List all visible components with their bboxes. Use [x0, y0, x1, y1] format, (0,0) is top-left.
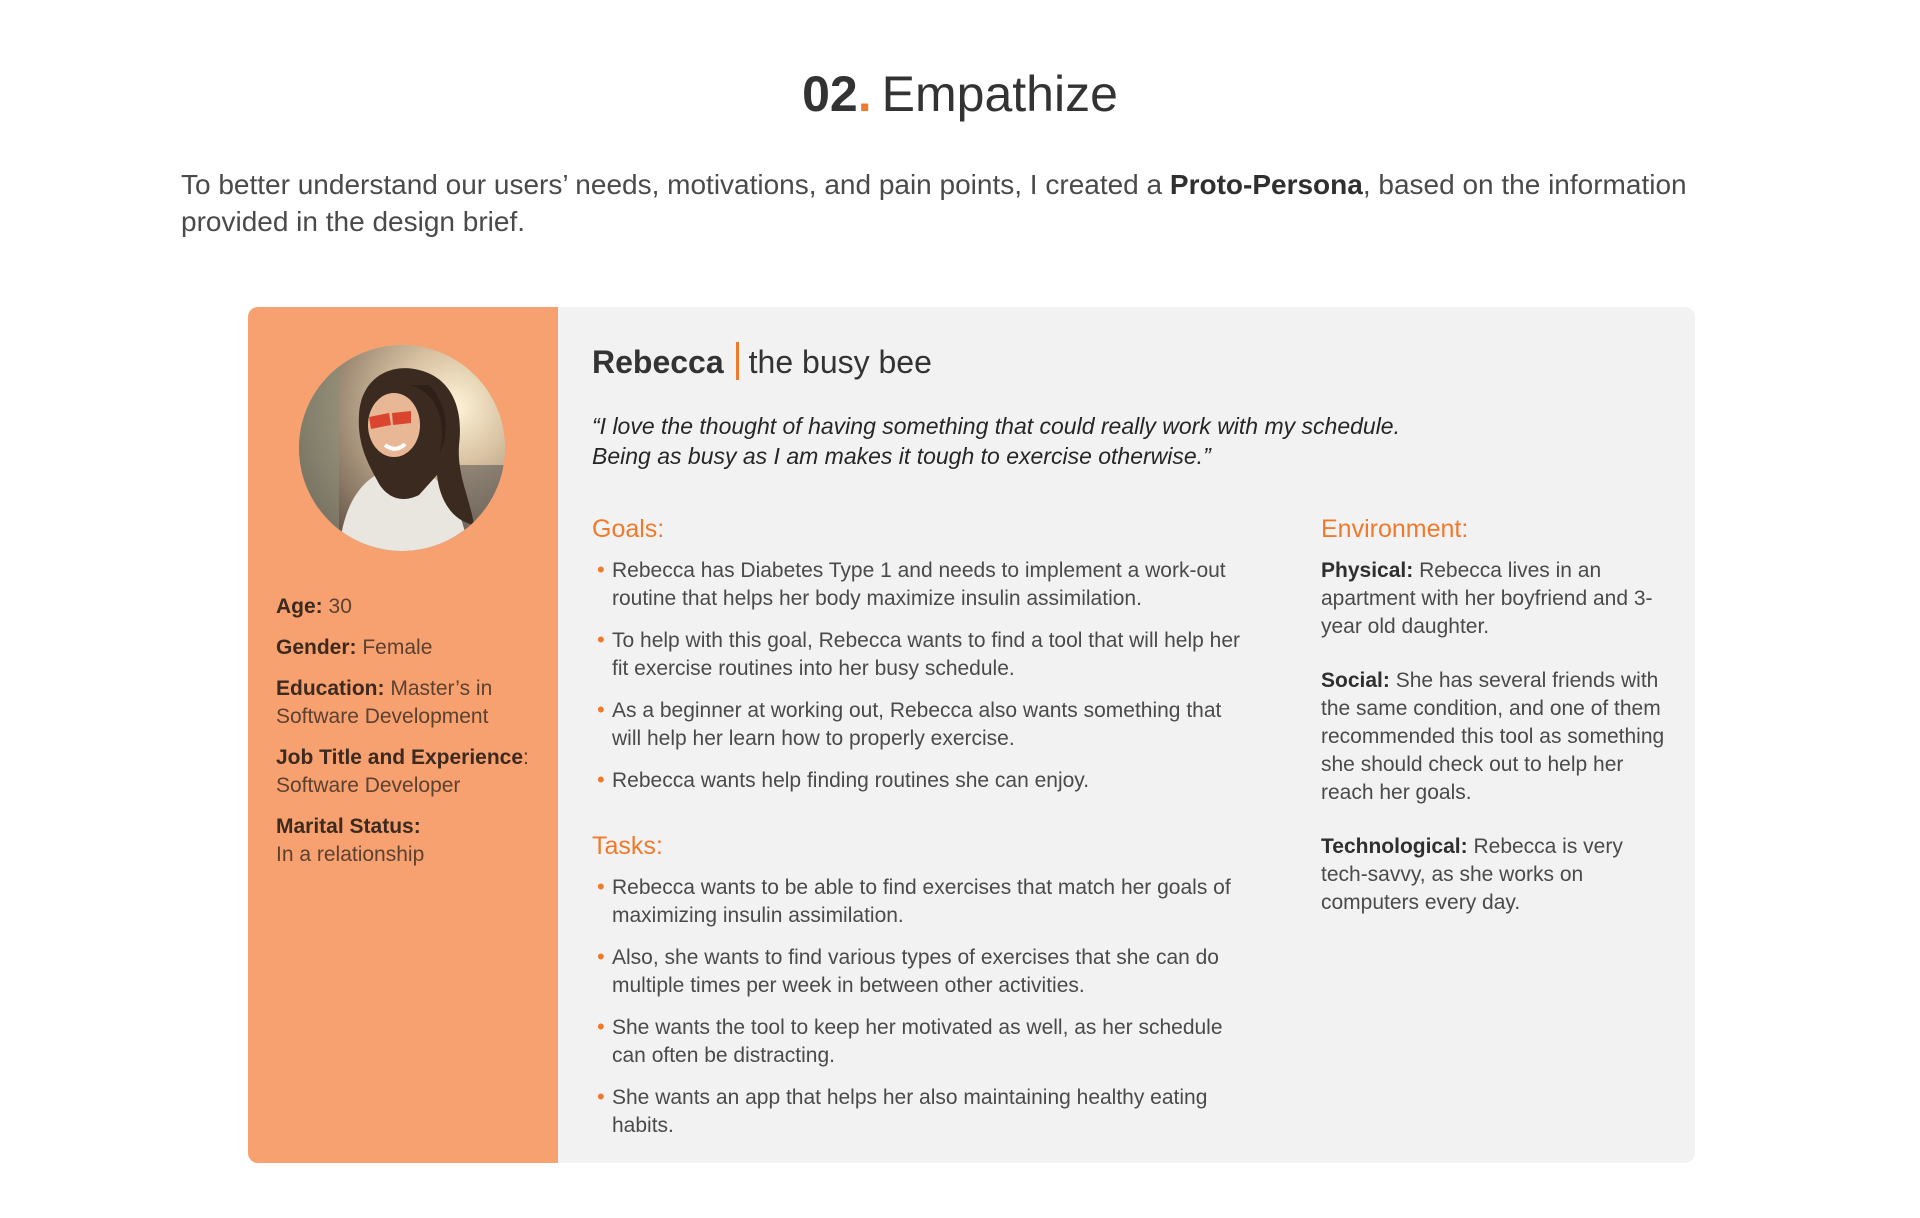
persona-card — [248, 307, 1695, 1163]
fact-gender — [276, 634, 546, 662]
quote-line-1: “I love the thought of having something that could really work with my schedule. — [592, 413, 1400, 439]
list-item: • As a beginner at working out, Rebecca also wants something that will help her learn how to properly exercise. — [592, 697, 1252, 753]
tasks-heading: Tasks: — [592, 832, 663, 860]
persona-sidebar — [248, 307, 558, 1163]
fact-label: Education: — [276, 677, 385, 700]
fact-education — [276, 675, 546, 731]
tasks-section — [592, 830, 1252, 1154]
fact-value: Master’s in Software Development — [276, 677, 493, 728]
fact-value: Software Developer — [276, 774, 461, 797]
persona-quote — [592, 411, 1592, 471]
list-item: • Rebecca has Diabetes Type 1 and needs to implement a work-out routine that helps her body maximize insulin assimilation. — [592, 557, 1252, 613]
list-item: • Rebecca wants to be able to find exercises that match her goals of maximizing insulin assimilation. — [592, 874, 1252, 930]
env-label: Physical: — [1321, 559, 1414, 582]
persona-details — [558, 307, 1695, 1163]
persona-name — [592, 341, 932, 383]
avatar-photo-illustration — [299, 345, 505, 551]
goals-heading: Goals: — [592, 515, 665, 543]
env-text: Rebecca is very tech-savvy, as she works on computers every day. — [1321, 835, 1623, 914]
tasks-list — [592, 874, 1252, 1140]
quote-line-2: Being as busy as I am makes it tough to exercise otherwise.” — [592, 443, 1211, 469]
persona-nickname: the busy bee — [748, 344, 932, 380]
fact-value: 30 — [328, 595, 352, 618]
list-item: • Rebecca wants help finding routines she can enjoy. — [592, 767, 1252, 795]
list-item: • She wants the tool to keep her motivated as well, as her schedule can often be distracting. — [592, 1014, 1252, 1070]
fact-label: Age: — [276, 595, 323, 618]
section-name: Empathize — [881, 66, 1118, 122]
avatar — [299, 345, 505, 551]
persona-facts — [276, 593, 546, 882]
environment-technological — [1321, 833, 1671, 917]
name-divider — [736, 342, 739, 380]
fact-label: Marital Status: — [276, 815, 421, 838]
environment-social — [1321, 667, 1671, 807]
section-dot: . — [857, 66, 872, 122]
intro-text-bold: Proto-Persona — [1169, 169, 1363, 200]
list-item: • To help with this goal, Rebecca wants to find a tool that will help her fit exercise routines into her busy schedule. — [592, 627, 1252, 683]
environment-section — [1321, 513, 1671, 943]
fact-label: Gender: — [276, 636, 357, 659]
intro-text-before: To better understand our users’ needs, motivations, and pain points, I created a — [181, 169, 1170, 200]
section-number: 02 — [802, 66, 858, 122]
intro-paragraph — [181, 166, 1771, 240]
env-text: She has several friends with the same condition, and one of them recommended this tool as something she should check out to help her reach her goals. — [1321, 669, 1665, 804]
env-label: Technological: — [1321, 835, 1468, 858]
env-text: Rebecca lives in an apartment with her boyfriend and 3-year old daughter. — [1321, 559, 1653, 638]
persona-first-name: Rebecca — [592, 344, 724, 380]
fact-age — [276, 593, 546, 621]
environment-physical — [1321, 557, 1671, 641]
list-item: • She wants an app that helps her also maintaining healthy eating habits. — [592, 1084, 1252, 1140]
list-item: • Also, she wants to find various types of exercises that she can do multiple times per week in between other activities. — [592, 944, 1252, 1000]
fact-value: In a relationship — [276, 843, 425, 866]
environment-heading: Environment: — [1321, 515, 1469, 543]
section-title — [0, 62, 1920, 126]
goals-list — [592, 557, 1252, 795]
env-label: Social: — [1321, 669, 1390, 692]
intro-text-after: , based on the information provided in the design brief. — [181, 169, 1687, 237]
fact-label: Job Title and Experience — [276, 746, 524, 769]
goals-section — [592, 513, 1252, 809]
fact-marital — [276, 813, 546, 869]
fact-job: Job Title and Experience: Software Developer — [276, 746, 529, 797]
fact-value: Female — [362, 636, 433, 659]
